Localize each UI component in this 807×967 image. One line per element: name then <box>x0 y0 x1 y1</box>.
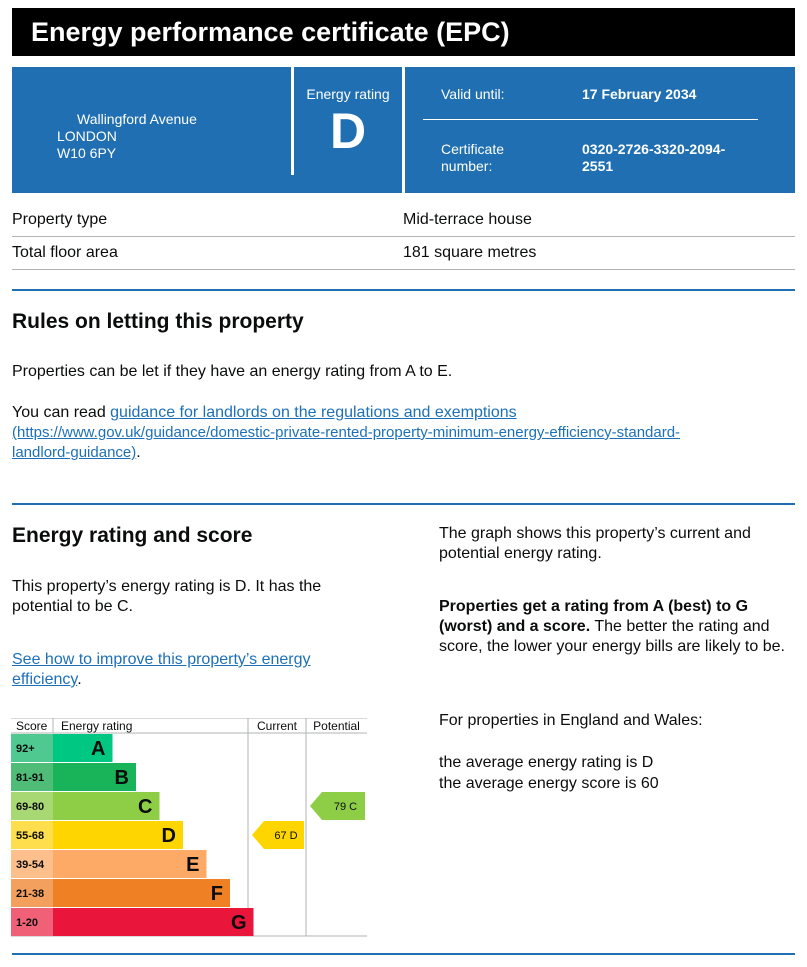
band-range-a: 92+ <box>16 743 35 755</box>
section-divider <box>12 953 795 955</box>
band-range-d: 55-68 <box>16 830 45 842</box>
section-divider <box>12 503 795 505</box>
band-letter-c: C <box>138 796 153 818</box>
panel-separator <box>423 119 758 120</box>
potential-rating-label: 79 C <box>333 801 358 813</box>
valid-until-label: Valid until: <box>441 86 505 102</box>
band-range-f: 21-38 <box>16 888 45 900</box>
guidance-suffix: . <box>136 444 141 461</box>
band-range-b: 81-91 <box>16 772 45 784</box>
band-bar-e <box>53 850 207 878</box>
epc-summary-panel <box>12 67 795 193</box>
floor-area-row <box>12 237 795 270</box>
band-range-e: 39-54 <box>16 859 45 871</box>
chart-header-rating: Energy rating <box>61 719 133 733</box>
guidance-paragraph <box>12 403 792 463</box>
chart-header-score: Score <box>16 719 48 733</box>
property-type-label: Property type <box>12 211 108 228</box>
band-letter-a: A <box>91 738 106 760</box>
band-bar-g <box>53 908 254 936</box>
landlord-guidance-link[interactable]: guidance for landlords on the regulations and exemptions <box>110 404 517 421</box>
floor-area-label: Total floor area <box>12 244 118 261</box>
property-type-value: Mid-terrace house <box>403 211 532 228</box>
energy-rating-letter: D <box>329 103 367 159</box>
address-line-2: LONDON <box>57 128 117 144</box>
energy-score-heading: Energy rating and score <box>12 524 253 547</box>
certificate-value-line-1: 0320-2726-3320-2094- <box>582 141 726 157</box>
property-type-row <box>12 204 795 237</box>
rating-explanation-bold: Properties get a rating from A (best) to G (worst) and a score. <box>439 598 749 635</box>
rating-summary: This property’s energy rating is D. It has the potential to be C. <box>12 578 322 615</box>
band-letter-d: D <box>161 825 176 847</box>
improve-suffix: . <box>77 671 82 688</box>
valid-until-value: 17 February 2034 <box>582 86 697 102</box>
band-letter-e: E <box>186 854 200 876</box>
improve-paragraph <box>12 650 382 690</box>
address-line-1: Wallingford Avenue <box>77 111 197 127</box>
rating-explanation-rest: The better the rating and score, the lower your energy bills are likely to be. <box>439 618 785 655</box>
average-score: the average energy score is 60 <box>439 775 659 792</box>
rules-paragraph: Properties can be let if they have an energy rating from A to E. <box>12 363 453 380</box>
certificate-number-label <box>441 141 551 175</box>
certificate-value-line-2: 2551 <box>582 158 614 174</box>
average-rating: the average energy rating is D <box>439 754 654 771</box>
band-letter-f: F <box>210 883 223 905</box>
panel-divider <box>402 67 405 193</box>
floor-area-value: 181 square metres <box>403 244 537 261</box>
chart-header-current: Current <box>256 719 298 733</box>
band-range-g: 1-20 <box>16 917 39 929</box>
property-address <box>57 111 197 162</box>
certificate-label-line-1: Certificate <box>441 141 505 157</box>
section-divider <box>12 289 795 291</box>
current-rating-label: 67 D <box>274 830 298 842</box>
address-line-3: W10 6PY <box>57 145 117 161</box>
energy-rating-label: Energy rating <box>306 86 390 102</box>
graph-explanation: The graph shows this property’s current and potential energy rating. <box>439 525 751 562</box>
page-title: Energy performance certificate (EPC) <box>12 8 795 56</box>
certificate-label-line-2: number: <box>441 158 493 174</box>
landlord-guidance-url-line-1[interactable]: (https://www.gov.uk/guidance/domestic-private-rented-property-minimum-energy-efficiency-standard- <box>12 424 681 441</box>
band-bar-f <box>53 879 230 907</box>
improve-efficiency-link[interactable]: See how to improve this property’s energy efficiency <box>12 651 311 688</box>
band-range-c: 69-80 <box>16 801 45 813</box>
certificate-number-value <box>582 141 742 175</box>
rating-explanation <box>439 597 799 657</box>
guidance-prefix: You can read <box>12 404 111 421</box>
england-wales-label: For properties in England and Wales: <box>439 712 703 729</box>
energy-rating-chart <box>11 718 367 938</box>
landlord-guidance-url-line-2[interactable]: landlord-guidance) <box>12 444 137 461</box>
band-letter-g: G <box>230 912 247 934</box>
chart-header-potential: Potential <box>313 719 360 733</box>
band-letter-b: B <box>114 767 129 789</box>
rules-heading: Rules on letting this property <box>12 310 304 333</box>
